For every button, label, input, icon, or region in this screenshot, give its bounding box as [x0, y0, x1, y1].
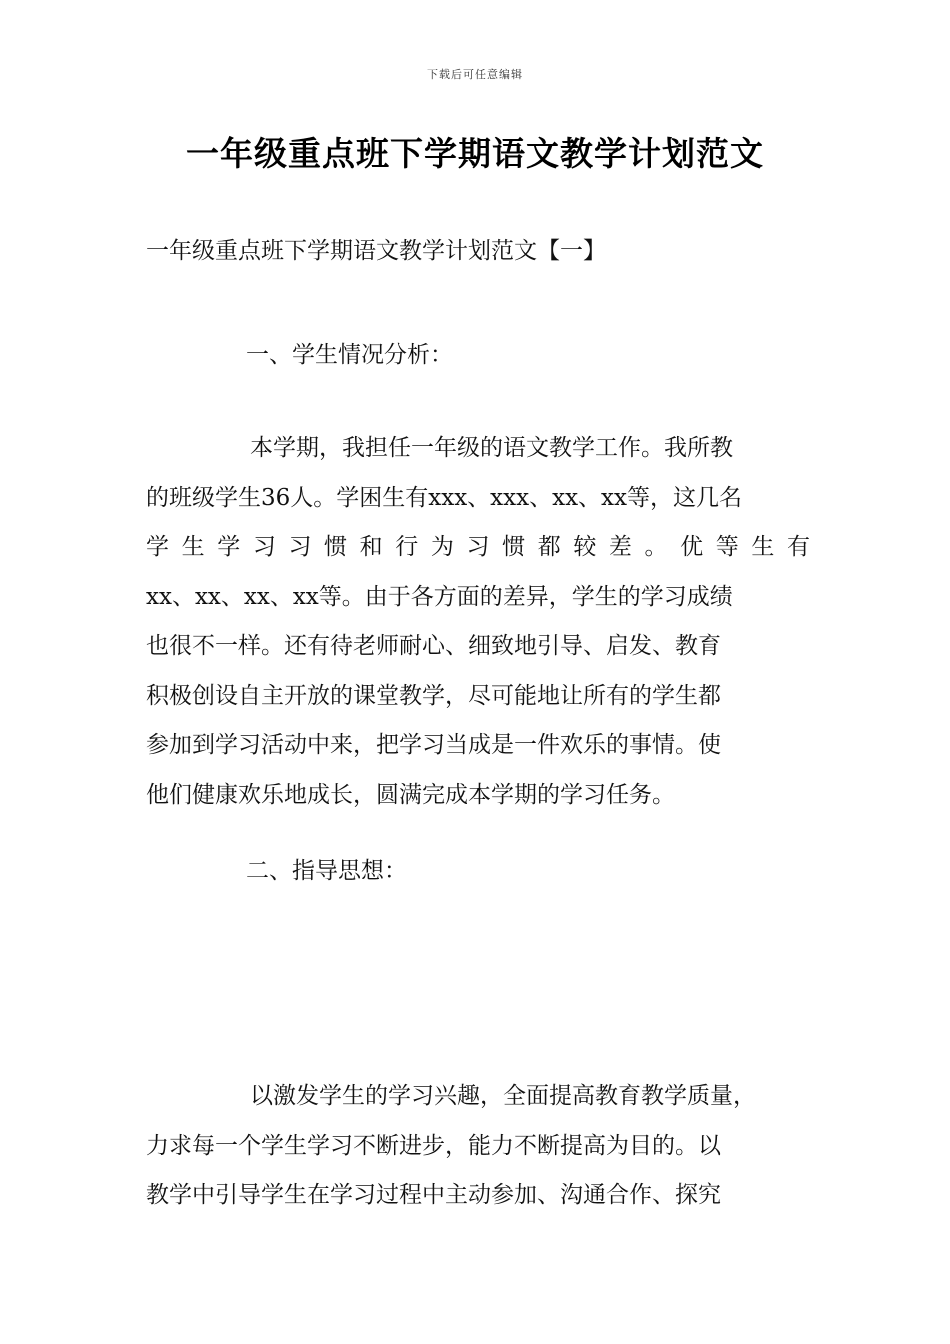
paragraph-char: 优	[680, 534, 704, 560]
paragraph-char: 习	[288, 534, 312, 560]
paragraph-guiding-ideology	[146, 1072, 810, 1221]
paragraph-char: 等	[715, 534, 739, 560]
section-heading-student-analysis: 一、学生情况分析：	[246, 342, 453, 368]
paragraph-char: 惯	[502, 534, 526, 560]
paragraph-char: 较	[573, 534, 597, 560]
paragraph-char: 惯	[324, 534, 348, 560]
paragraph-char: 学	[146, 534, 169, 560]
paragraph-line: 也很不一样。还有待老师耐心、细致地引导、启发、教育	[146, 633, 721, 659]
paragraph-char: 都	[537, 534, 561, 560]
paragraph-line: 教学中引导学生在学习过程中主动参加、沟通合作、探究	[146, 1182, 721, 1208]
paragraph-char: 生	[751, 534, 775, 560]
section-heading-guiding-ideology: 二、指导思想：	[246, 858, 407, 884]
paragraph-char: 有	[786, 534, 810, 560]
paragraph-char: 。	[644, 534, 668, 560]
paragraph-char: 为	[430, 534, 454, 560]
paragraph-line-spread	[146, 523, 810, 573]
paragraph-char: 习	[252, 534, 276, 560]
paragraph-line: xx、xx、xx、xx等。由于各方面的差异，学生的学习成绩	[146, 583, 733, 610]
paragraph-line: 以激发学生的学习兴趣，全面提高教育教学质量，	[250, 1083, 756, 1109]
document-subtitle: 一年级重点班下学期语文教学计划范文【一】	[146, 238, 606, 264]
paragraph-line: 的班级学生36人。学困生有xxx、xxx、xx、xx等，这几名	[146, 484, 742, 511]
paragraph-student-analysis	[146, 424, 810, 820]
paragraph-line: 力求每一个学生学习不断进步，能力不断提高为目的。以	[146, 1132, 721, 1159]
paragraph-char: 和	[359, 534, 383, 560]
paragraph-line: 本学期，我担任一年级的语文教学工作。我所教	[250, 435, 733, 461]
document-title: 一年级重点班下学期语文教学计划范文	[186, 134, 764, 173]
paragraph-line: 积极创设自主开放的课堂教学，尽可能地让所有的学生都	[146, 682, 721, 709]
paragraph-char: 行	[395, 534, 419, 560]
paragraph-char: 学	[217, 534, 241, 560]
paragraph-line: 参加到学习活动中来，把学习当成是一件欢乐的事情。使	[146, 732, 721, 758]
header-note: 下载后可任意编辑	[427, 68, 523, 81]
paragraph-char: 差	[608, 534, 632, 560]
paragraph-char: 习	[466, 534, 490, 560]
paragraph-line: 他们健康欢乐地成长，圆满完成本学期的学习任务。	[146, 781, 675, 808]
paragraph-char: 生	[181, 534, 205, 560]
